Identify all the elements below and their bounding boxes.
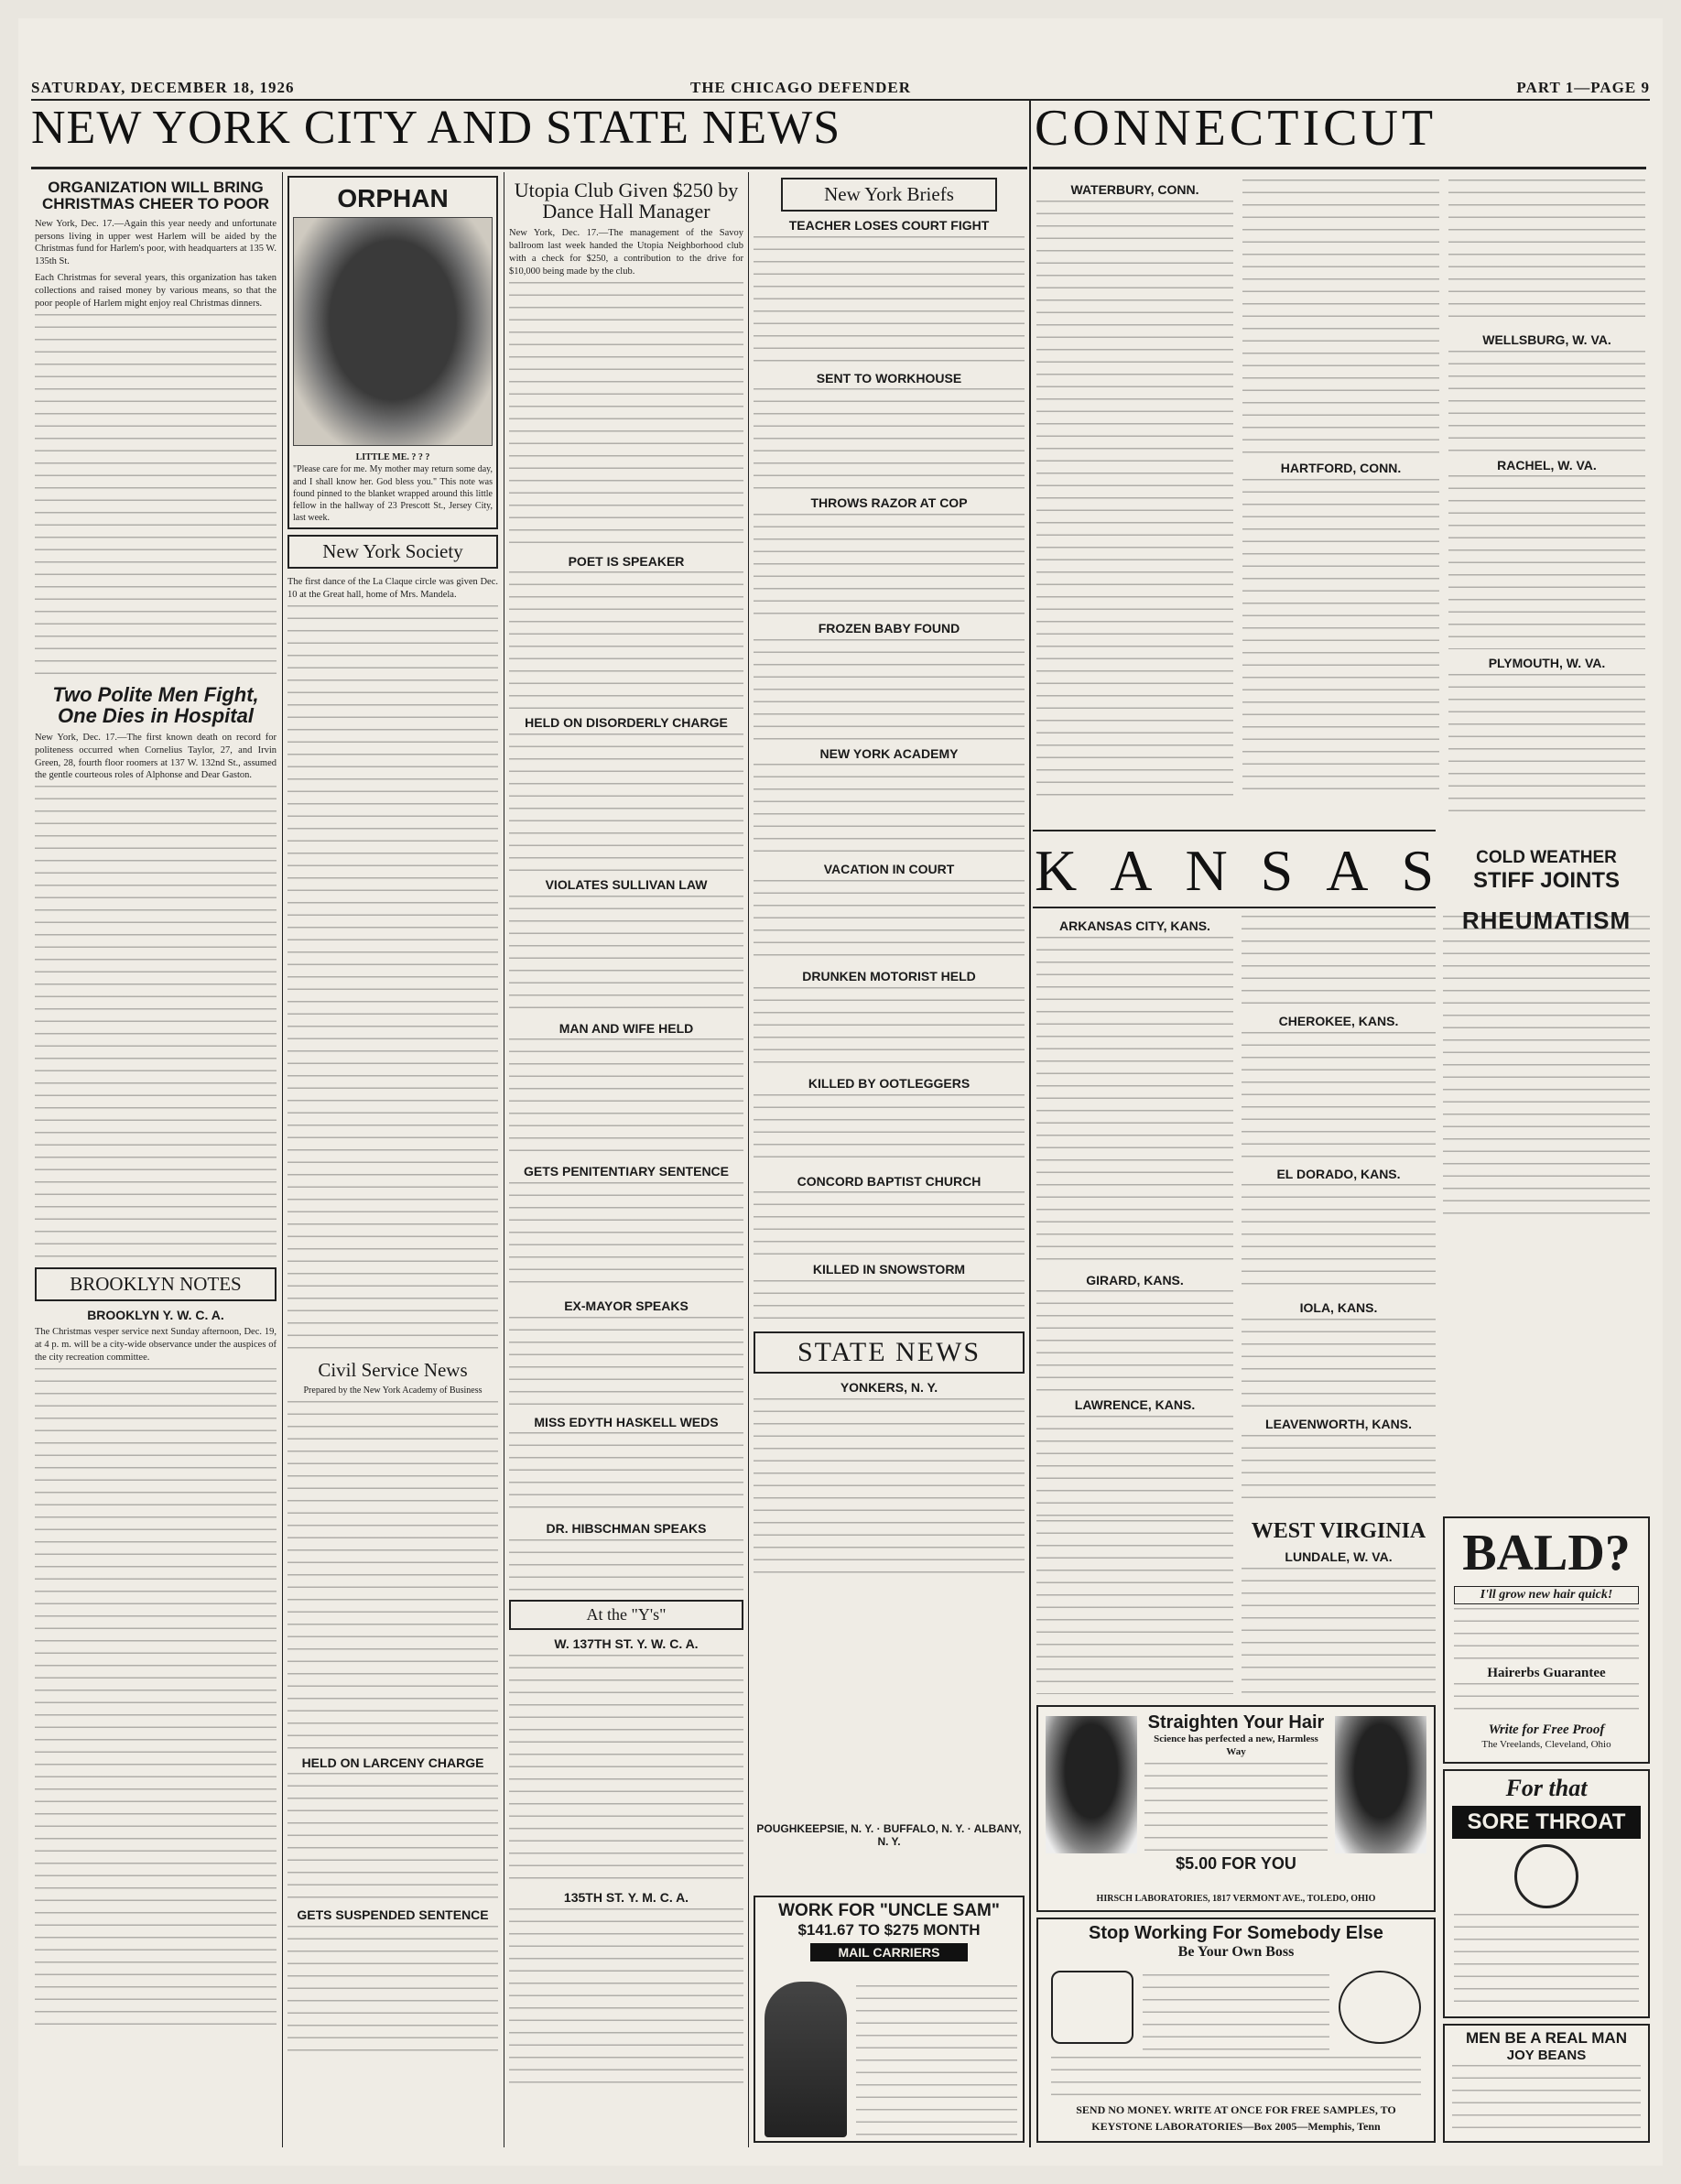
headline-man-wife: MAN AND WIFE HELD <box>559 1020 694 1036</box>
article-text-block <box>1242 1319 1436 1410</box>
article-text-block <box>1448 351 1645 451</box>
headline-penitentiary: GETS PENITENTIARY SENTENCE <box>523 1164 730 1179</box>
ad-hair-address: HIRSCH LABORATORIES, 1817 VERMONT AVE., TOLEDO, OHIO <box>1096 1893 1376 1904</box>
ad-straighten-hair <box>1036 1705 1436 1912</box>
ad-be-your-own-boss <box>1036 1918 1436 2143</box>
article-text-block <box>509 1539 743 1594</box>
vertical-divider <box>1029 99 1031 2147</box>
ad-bald-address: The Vreelands, Cleveland, Ohio <box>1481 1739 1611 1750</box>
column-4 <box>754 176 1025 2145</box>
connecticut-section <box>1036 176 1650 826</box>
headline-leavenworth: LEAVENWORTH, KANS. <box>1265 1417 1412 1432</box>
kansas-col-1 <box>1036 912 1233 1516</box>
article-text-block <box>1036 1416 1233 1516</box>
ad-sore-throat <box>1443 1769 1650 2018</box>
state-news-header: STATE NEWS <box>754 1331 1025 1374</box>
ad-joy-beans <box>1443 2024 1650 2143</box>
article-text-block <box>287 1401 498 1749</box>
article-text-block <box>509 571 743 709</box>
west-virginia-header: WEST VIRGINIA <box>1251 1519 1426 1543</box>
headline-ny-academy: NEW YORK ACADEMY <box>819 745 959 761</box>
headline-razor: THROWS RAZOR AT COP <box>810 495 968 511</box>
column-3 <box>509 176 743 2145</box>
right-col-text <box>1443 912 1650 1223</box>
headline-poughkeepsie: POUGHKEEPSIE, N. Y. <box>756 1822 874 1835</box>
folio-date: SATURDAY, DECEMBER 18, 1926 <box>31 79 295 96</box>
article-text-block <box>1443 916 1650 1218</box>
headline-concord: CONCORD BAPTIST CHURCH <box>797 1173 981 1189</box>
headline-albany: ALBANY, N. Y. <box>877 1822 1022 1848</box>
ad-rheumatism-title: RHEUMATISM <box>1461 907 1632 934</box>
headline-137th-ywca: W. 137TH ST. Y. W. C. A. <box>554 1636 699 1652</box>
article-paragraph: New York, Dec. 17.—Again this year needy and unfortunate persons living in upper west Harlem will be aided by the Christmas fund for Harlem's poor, with headquarters at 135 W. 135th St. <box>35 218 277 267</box>
ad-text-block <box>1454 1683 1639 1720</box>
ad-uncle-sam-salary: $141.67 TO $275 MONTH <box>797 1921 981 1939</box>
ad-boss-title: Stop Working For Somebody Else <box>1089 1923 1383 1943</box>
article-text-block <box>287 1926 498 2054</box>
article-text-block <box>1448 475 1645 649</box>
ad-hair-price: $5.00 FOR YOU <box>1176 1853 1296 1873</box>
headline-utopia-club: Utopia Club Given $250 by Dance Hall Manager <box>514 179 739 223</box>
col-divider <box>282 172 283 2147</box>
ad-bald-proof: Write for Free Proof <box>1488 1722 1605 1738</box>
ct-section-title: CONNECTICUT <box>1035 100 1437 157</box>
article-text-block <box>1036 1290 1233 1391</box>
article-text-block <box>287 1773 498 1901</box>
headline-arkansas-city: ARKANSAS CITY, KANS. <box>1059 918 1210 933</box>
headline-girard: GIRARD, KANS. <box>1086 1272 1184 1288</box>
article-text-block <box>754 1094 1025 1168</box>
ad-uncle-sam-title: WORK FOR "UNCLE SAM" <box>778 1901 1000 1920</box>
headline-iola: IOLA, KANS. <box>1299 1300 1378 1316</box>
column-1 <box>35 176 277 2145</box>
ad-text-block <box>1051 2057 1421 2097</box>
ad-boss-cta: SEND NO MONEY. WRITE AT ONCE FOR FREE SAMPLES, TO <box>1076 2103 1396 2116</box>
article-text-block <box>1242 1568 1436 1696</box>
headline-yonkers: YONKERS, N. Y. <box>840 1379 938 1395</box>
folio-page: PART 1—PAGE 9 <box>1516 79 1650 96</box>
article-text-block <box>35 786 277 1262</box>
headline-brooklyn-ywca: BROOKLYN Y. W. C. A. <box>87 1308 224 1323</box>
ad-bald-title: BALD? <box>1462 1525 1631 1581</box>
headline-vacation: VACATION IN COURT <box>823 862 955 877</box>
headline-polite-men: Two Polite Men Fight, One Dies in Hospital <box>52 682 259 727</box>
headline-poet: POET IS SPEAKER <box>568 553 685 569</box>
civil-service-header: Civil Service News <box>318 1359 468 1382</box>
article-text-block <box>1036 201 1233 805</box>
article-text-block <box>1242 1184 1436 1294</box>
article-text-block <box>1036 937 1233 1266</box>
ny-briefs-header: New York Briefs <box>781 178 997 212</box>
headline-bootleggers: KILLED BY OOTLEGGERS <box>808 1075 971 1091</box>
article-text-block <box>1242 479 1439 790</box>
ad-text-block <box>856 1985 1017 2141</box>
ny-rule <box>31 167 1027 169</box>
ad-throat-line-1: For that <box>1505 1775 1588 1801</box>
article-text-block <box>509 1655 743 1884</box>
ct-rule <box>1033 167 1646 169</box>
headline-cherokee: CHEROKEE, KANS. <box>1278 1014 1399 1028</box>
ad-bald-slogan: I'll grow new hair quick! <box>1454 1586 1639 1604</box>
orphan-header: ORPHAN <box>337 184 449 212</box>
orphan-photo-box <box>287 176 498 529</box>
article-paragraph: Each Christmas for several years, this organization has taken collections and raised money by various means, so that the poor people of Harlem might enjoy real Christmas dinners. <box>35 273 277 309</box>
at-the-ys-header: At the "Y's" <box>509 1600 743 1630</box>
headline-ex-mayor: EX-MAYOR SPEAKS <box>564 1298 689 1314</box>
headline-el-dorado: EL DORADO, KANS. <box>1276 1166 1401 1181</box>
article-text-block <box>1242 1435 1436 1508</box>
article-text-block <box>509 1908 743 2092</box>
upstate-ny-headings: POUGHKEEPSIE, N. Y. · BUFFALO, N. Y. · ALBANY, N. Y. <box>756 1822 1022 1848</box>
ad-hair-subtitle: Science has perfected a new, Harmless Way <box>1154 1733 1318 1757</box>
article-text-block <box>754 639 1025 740</box>
article-text-block <box>35 314 277 680</box>
article-text-block <box>35 1368 277 2027</box>
ad-text-block <box>1454 1608 1639 1663</box>
article-text-block <box>754 236 1025 364</box>
kansas-col-2 <box>1242 912 1436 1516</box>
article-paragraph: The Christmas vesper service next Sunday afternoon, Dec. 19, at 4 p. m. will be a city-wide observance under the auspices of the city recreation committee. <box>35 1327 277 1363</box>
article-text-block <box>1448 179 1645 326</box>
folio-paper: THE CHICAGO DEFENDER <box>690 79 912 96</box>
article-text-block <box>1242 1032 1436 1160</box>
ks-top-rule <box>1033 830 1436 831</box>
ad-bald <box>1443 1516 1650 1764</box>
headline-drunken: DRUNKEN MOTORIST HELD <box>802 969 976 984</box>
ad-hair-title: Straighten Your Hair <box>1147 1712 1325 1733</box>
article-text-block <box>509 1182 743 1292</box>
headline-buffalo: BUFFALO, N. Y. <box>883 1822 965 1835</box>
photo-caption-title: LITTLE ME. ? ? ? <box>355 452 430 463</box>
headline-wellsburg: WELLSBURG, W. VA. <box>1482 332 1611 347</box>
ad-uncle-sam <box>754 1896 1025 2143</box>
ad-cold-title: COLD WEATHER <box>1476 848 1617 867</box>
ad-cold-title-2: STIFF JOINTS <box>1472 868 1620 893</box>
col-divider <box>748 172 749 2147</box>
ad-mail-carrier-figure <box>765 1982 847 2137</box>
ad-after-photo <box>1335 1716 1426 1853</box>
ad-men-product: JOY BEANS <box>1506 2048 1587 2063</box>
headline-waterbury: WATERBURY, CONN. <box>1070 182 1199 197</box>
article-paragraph: The first dance of the La Claque circle was given Dec. 10 at the Great hall, home of Mrs. Mandela. <box>287 577 498 601</box>
brooklyn-notes-header: BROOKLYN NOTES <box>35 1267 277 1301</box>
article-paragraph: New York, Dec. 17.—The management of the Savoy ballroom last week handed the Utopia Neighborhood club with a check for $250, a contribution to the drive for $10,000 being made by the club. <box>509 228 743 277</box>
headline-workhouse: SENT TO WORKHOUSE <box>816 370 962 386</box>
article-text-block <box>1448 674 1645 811</box>
ad-boss-product-icon <box>1051 1971 1133 2044</box>
headline-haskell-weds: MISS EDYTH HASKELL WEDS <box>534 1414 719 1429</box>
civil-service-byline: Prepared by the New York Academy of Business <box>303 1385 483 1396</box>
article-text-block <box>754 987 1025 1070</box>
article-text-block <box>509 896 743 1015</box>
ad-rheumatism <box>1443 907 1650 938</box>
headline-larceny: HELD ON LARCENY CHARGE <box>301 1755 484 1770</box>
photo-caption-text: "Please care for me. My mother may return some day, and I shall know her. God bless you." This note was found pinned to the blanket wrapped around this little fellow in the hallway of 23 Prescott St., Jersey City, last week. <box>293 464 493 524</box>
ad-uncle-sam-sub: MAIL CARRIERS <box>810 1943 968 1961</box>
headline-lundale: LUNDALE, W. VA. <box>1285 1549 1393 1565</box>
headline-rachel: RACHEL, W. VA. <box>1497 457 1597 473</box>
ad-text-block <box>1452 2065 1641 2129</box>
ad-bald-guarantee: Hairerbs Guarantee <box>1487 1665 1606 1680</box>
headline-snowstorm: KILLED IN SNOWSTORM <box>812 1262 966 1277</box>
ad-throat-line-2: SORE THROAT <box>1452 1806 1641 1839</box>
west-virginia-section <box>1242 1516 1436 1700</box>
ad-men-title: MEN BE A REAL MAN <box>1466 2029 1627 2047</box>
headline-christmas-cheer: ORGANIZATION WILL BRING CHRISTMAS CHEER TO POOR <box>41 179 270 212</box>
ks-section-title: KANSAS <box>1035 838 1468 903</box>
ad-text-block <box>1454 1914 1639 2005</box>
article-text-block <box>509 1038 743 1157</box>
headline-lawrence: LAWRENCE, KANS. <box>1074 1397 1196 1413</box>
ad-before-photo <box>1046 1716 1137 1853</box>
headline-hartford: HARTFORD, CONN. <box>1280 461 1402 475</box>
ad-cold-weather <box>1443 848 1650 908</box>
article-paragraph: New York, Dec. 17.—The first known death on record for politeness occurred when Cornelius Taylor, 27, and Irvin Green, 28, fourth floor roomers at 137 W. 132nd St., assumed the gentle courteous roles of Alphonse and Dear Gaston. <box>35 732 277 781</box>
ny-section-title: NEW YORK CITY AND STATE NEWS <box>31 102 841 154</box>
ad-boss-subtitle: Be Your Own Boss <box>1177 1944 1295 1960</box>
ad-text-block <box>1143 1974 1329 2051</box>
article-text-block <box>754 514 1025 614</box>
headline-suspended: GETS SUSPENDED SENTENCE <box>297 1907 489 1923</box>
article-text-block <box>754 1191 1025 1255</box>
headline-teacher: TEACHER LOSES COURT FIGHT <box>788 218 990 233</box>
article-text-block <box>509 1317 743 1408</box>
headline-disorderly: HELD ON DISORDERLY CHARGE <box>525 715 728 731</box>
headline-135th-ymca: 135TH ST. Y. M. C. A. <box>563 1889 689 1905</box>
article-text-block <box>754 388 1025 489</box>
article-text-block <box>1036 1520 1233 1694</box>
article-text-block <box>1242 179 1439 454</box>
article-text-block <box>509 1432 743 1515</box>
ad-throat-seal-icon <box>1514 1844 1578 1908</box>
headline-plymouth: PLYMOUTH, W. VA. <box>1488 656 1606 671</box>
article-text-block <box>754 1280 1025 1326</box>
article-text-block <box>509 282 743 548</box>
article-text-block <box>1242 916 1436 1007</box>
article-text-block <box>287 605 498 1356</box>
headline-sullivan-law: VIOLATES SULLIVAN LAW <box>545 877 708 892</box>
ad-boss-address: KEYSTONE LABORATORIES—Box 2005—Memphis, Tenn <box>1091 2120 1381 2133</box>
column-2 <box>287 176 498 2145</box>
ad-text-block <box>1144 1763 1328 1854</box>
kansas-col-1-cont <box>1036 1516 1233 1700</box>
ny-society-header: New York Society <box>287 535 498 569</box>
folio-line <box>31 75 1650 99</box>
article-text-block <box>754 880 1025 962</box>
article-text-block <box>754 764 1025 855</box>
headline-hibschman: DR. HIBSCHMAN SPEAKS <box>546 1521 707 1537</box>
article-text-block <box>509 733 743 871</box>
orphan-photo <box>293 217 493 446</box>
ks-bottom-rule <box>1033 907 1436 908</box>
ad-boss-jar-icon <box>1339 1971 1421 2044</box>
article-text-block <box>754 1398 1025 1581</box>
headline-frozen-baby: FROZEN BABY FOUND <box>818 621 960 636</box>
